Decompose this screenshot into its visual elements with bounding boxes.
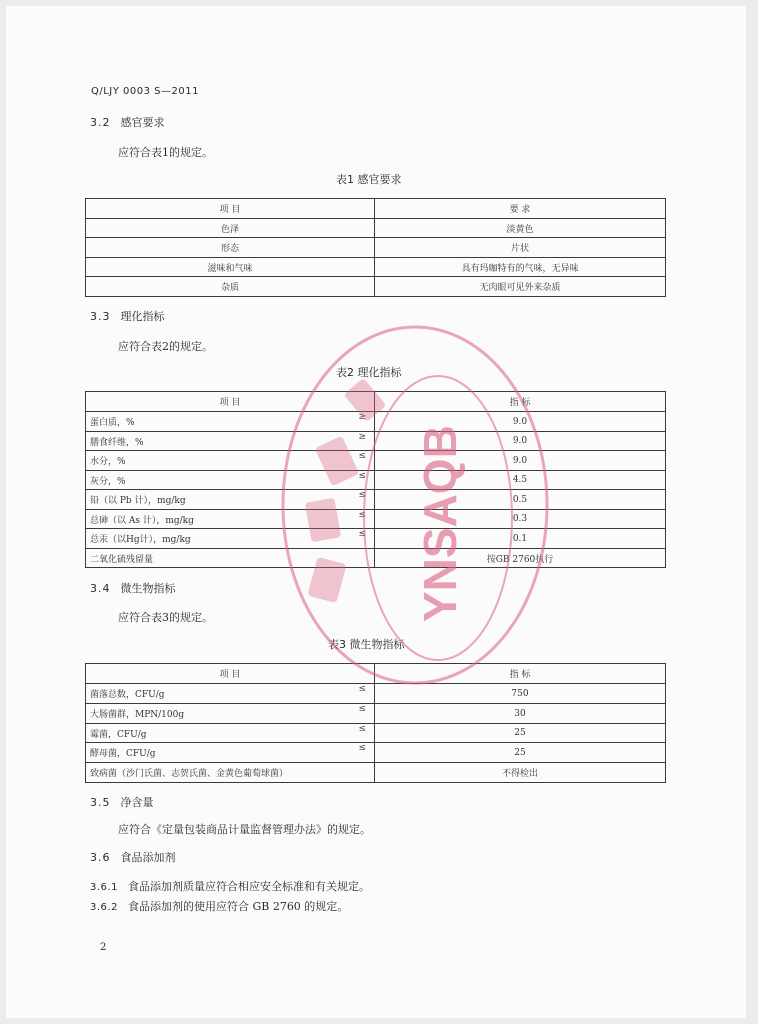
section-number: 3.2: [90, 116, 111, 129]
comparison-symbol: ≤: [358, 510, 366, 520]
comparison-symbol: ≤: [358, 684, 366, 694]
value-cell: 具有玛咖特有的气味，无异味: [375, 258, 666, 277]
table-row: [86, 258, 666, 277]
seal-characters: [305, 378, 387, 603]
item-cell: 滋味和气味: [86, 258, 375, 277]
section-number: 3.3: [90, 310, 111, 323]
comparison-symbol: ≤: [358, 743, 366, 753]
item-cell: 杂质: [86, 277, 375, 297]
header-cell: 项 目: [86, 392, 375, 412]
comparison-symbol: ≥: [358, 432, 366, 442]
table-row: [86, 238, 666, 258]
table-3-caption: 表3 微生物指标: [328, 638, 405, 651]
clause-3-6-1: [90, 880, 370, 895]
value-cell: 片状: [375, 238, 666, 258]
section-3-3-heading: [90, 310, 165, 324]
header-cell: 指 标: [375, 664, 666, 684]
value-cell: 9.0: [375, 412, 666, 432]
item-label: 铅（以 Pb 计），mg/kg: [90, 496, 186, 506]
table-row: [86, 743, 666, 763]
section-3-6-heading: [90, 851, 176, 865]
section-3-4-text: 应符合表3的规定。: [118, 611, 213, 624]
item-cell: [86, 704, 375, 724]
page-number: 2: [100, 942, 107, 953]
item-label: 菌落总数，CFU/g: [90, 690, 165, 700]
item-label: 霉菌，CFU/g: [90, 729, 147, 740]
value-cell: 25: [375, 724, 666, 743]
header-cell: 项 目: [86, 199, 375, 219]
value-cell: 4.5: [375, 471, 666, 490]
section-3-2-heading: [90, 116, 165, 130]
item-cell: 形态: [86, 238, 375, 258]
value-cell: 25: [375, 743, 666, 763]
table-row: [86, 277, 666, 297]
section-3-4-heading: [90, 582, 176, 596]
section-title: 感官要求: [120, 116, 165, 129]
value-cell: 0.1: [375, 529, 666, 549]
section-3-2-text: 应符合表1的规定。: [118, 146, 213, 159]
comparison-symbol: ≥: [358, 412, 366, 422]
section-number: 3.5: [90, 796, 111, 809]
value-cell: 不得检出: [375, 763, 666, 783]
item-label: 灰分，%: [90, 476, 126, 487]
section-title: 净含量: [120, 796, 154, 809]
item-label: 蛋白质，%: [90, 418, 135, 428]
value-cell: 9.0: [375, 432, 666, 451]
value-cell: 0.3: [375, 510, 666, 529]
section-3-3-text: 应符合表2的规定。: [118, 340, 213, 353]
clause-number: 3.6.2: [90, 902, 118, 913]
comparison-symbol: ≤: [358, 471, 366, 481]
seal-code-text: YNSAQB: [414, 425, 466, 622]
comparison-symbol: ≤: [358, 704, 366, 714]
company-seal-stamp: [278, 322, 552, 688]
section-title: 理化指标: [120, 310, 165, 323]
header-cell: 指 标: [375, 392, 666, 412]
item-cell: 色泽: [86, 219, 375, 238]
table-row: [86, 219, 666, 238]
table-1-sensory: [85, 198, 666, 297]
item-label: 水分，%: [90, 457, 126, 467]
section-number: 3.4: [90, 582, 111, 595]
document-code: Q/LJY 0003 S—2011: [91, 86, 199, 97]
value-cell: 无肉眼可见外来杂质: [375, 277, 666, 297]
clause-number: 3.6.1: [90, 882, 118, 893]
header-cell: 要 求: [375, 199, 666, 219]
table-2-caption: 表2 理化指标: [336, 366, 402, 379]
section-number: 3.6: [90, 851, 111, 864]
comparison-symbol: ≤: [358, 490, 366, 500]
value-cell: 按GB 2760执行: [375, 549, 666, 568]
value-cell: 30: [375, 704, 666, 724]
item-label: 酵母菌，CFU/g: [90, 749, 156, 759]
table-row: [86, 724, 666, 743]
comparison-symbol: ≤: [358, 529, 366, 539]
section-title: 食品添加剂: [120, 851, 176, 864]
table-row: [86, 763, 666, 783]
item-cell: [86, 724, 375, 743]
item-cell: [86, 743, 375, 763]
value-cell: 750: [375, 684, 666, 704]
clause-text: 食品添加剂的使用应符合 GB 2760 的规定。: [127, 900, 349, 913]
item-label: 总砷（以 As 计），mg/kg: [90, 515, 194, 526]
item-label: 大肠菌群，MPN/100g: [90, 710, 185, 720]
clause-text: 食品添加剂质量应符合相应安全标准和有关规定。: [127, 880, 370, 893]
item-label: 致病菌（沙门氏菌、志贺氏菌、金黄色葡萄球菌）: [90, 769, 289, 779]
section-3-5-text: 应符合《定量包装商品计量监督管理办法》的规定。: [118, 823, 371, 836]
table-1-caption: 表1 感官要求: [336, 173, 402, 186]
table-row: [86, 704, 666, 724]
item-cell: [86, 763, 375, 783]
item-label: 总汞（以Hg计），mg/kg: [90, 535, 191, 545]
item-label: 二氧化硫残留量: [90, 554, 154, 565]
section-3-5-heading: [90, 796, 154, 810]
clause-3-6-2: [90, 900, 348, 915]
value-cell: 9.0: [375, 451, 666, 471]
comparison-symbol: ≤: [358, 724, 366, 734]
header-cell: 项 目: [86, 664, 375, 684]
value-cell: 淡黄色: [375, 219, 666, 238]
section-title: 微生物指标: [120, 582, 176, 595]
item-label: 膳食纤维，%: [90, 437, 144, 448]
value-cell: 0.5: [375, 490, 666, 510]
table-header-row: [86, 199, 666, 219]
comparison-symbol: ≤: [358, 451, 366, 461]
